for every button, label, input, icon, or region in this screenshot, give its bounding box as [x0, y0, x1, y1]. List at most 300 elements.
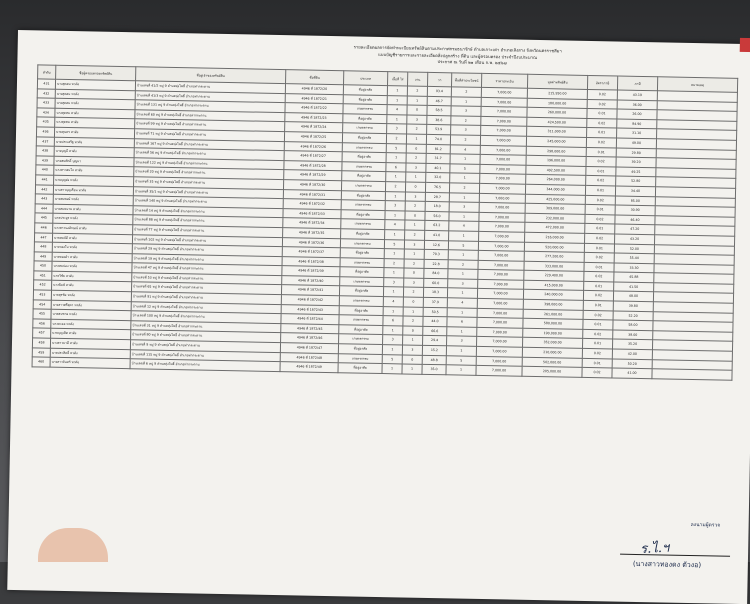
cell-type: ที่อยู่อาศัย	[339, 325, 383, 335]
cell-rai: 2	[386, 134, 406, 144]
cell-land: 4946 ที่ 1872/23	[285, 112, 343, 123]
cell-tax: 48.00	[613, 291, 653, 301]
cell-ngan: 3	[405, 191, 425, 201]
cell-rate: 0.01	[585, 185, 615, 195]
cell-name: นายสมชาย ทวดัง	[51, 309, 131, 320]
cell-wa: 40.1	[426, 163, 450, 173]
cell-name: นายทองคำ ทวดัง	[52, 252, 132, 263]
cell-land: 4946 ที่ 1872/20	[285, 84, 343, 95]
cell-price: 7,000.00	[480, 135, 526, 145]
cell-area: 2	[448, 259, 478, 269]
cell-price: 7,000.00	[479, 231, 525, 241]
cell-price: 7,000.00	[476, 346, 522, 356]
cell-type: เกษตรกรรม	[342, 142, 386, 152]
cell-tax: 43.19	[617, 90, 657, 100]
cell-rai: 3	[387, 124, 407, 134]
cell-rate: 0.01	[587, 109, 617, 119]
cell-wa: 18.0	[425, 201, 449, 211]
cell-rai: 4	[387, 105, 407, 115]
cell-value: 190,000.00	[523, 328, 583, 339]
cell-addr: บ้านเลขที่ 102 หมู่ 9 ตำบลทุ่งโพธิ์ อำเภอท่ากระดาน	[132, 234, 282, 246]
cell-land: 4946 ที่ 1872/28	[284, 160, 342, 171]
cell-land: 4946 ที่ 1872/44	[281, 314, 339, 325]
cell-rate: 0.02	[586, 176, 616, 186]
cell-value: 277,200.00	[524, 251, 584, 262]
cell-value: 502,000.00	[522, 357, 582, 368]
cell-addr: บ้านเลขที่ 140 หมู่ 9 ตำบลทุ่งโพธิ์ อำเภอท่ากระดาน	[133, 196, 283, 208]
cell-wa: 48.8	[422, 355, 446, 365]
cell-land: 4946 ที่ 1872/35	[283, 228, 341, 239]
cell-price: 7,000.00	[476, 356, 522, 366]
signature-line	[620, 554, 730, 557]
cell-name: นางสาวบุญเรือน ทวดัง	[53, 185, 133, 196]
cell-name: นางสุดสม ทวดัง	[55, 108, 135, 119]
cell-name: นางสาวนงลักษณ์ ทวดัง	[53, 223, 133, 234]
cell-no: 441	[36, 175, 54, 185]
cell-rai: 1	[383, 287, 403, 297]
cell-rai: 1	[382, 364, 402, 374]
cell-addr: บ้านเลขที่ 47 หมู่ 9 ตำบลทุ่งโพธิ์ อำเภอท่ากระดาน	[132, 263, 282, 275]
cell-land: 4946 ที่ 1872/49	[280, 362, 338, 373]
cell-price: 7,000.00	[478, 260, 524, 270]
cell-name: นายสุรชัย ทวดัง	[51, 290, 131, 301]
cell-tax: 52.20	[613, 311, 653, 321]
cell-ngan: 3	[402, 345, 422, 355]
cell-type: ที่อยู่อาศัย	[343, 85, 387, 95]
column-header: ชื่อที่ดิน	[286, 70, 344, 85]
cell-value: 298,000.00	[526, 146, 586, 157]
red-tab	[740, 38, 750, 53]
cell-value: 216,000.00	[525, 232, 585, 243]
cell-type: ที่อยู่อาศัย	[340, 267, 384, 277]
cell-price: 7,000.00	[479, 203, 525, 213]
inspector-label: ลงนามผู้ตรวจ	[690, 522, 721, 529]
cell-value: 229,400.00	[524, 271, 584, 282]
cell-tax: 52.80	[616, 176, 656, 186]
cell-type: เกษตรกรรม	[343, 104, 387, 114]
cell-rate: 0.01	[582, 339, 612, 349]
cell-addr: บ้านเลขที่ 29 หมู่ 9 ตำบลทุ่งโพธิ์ อำเภอท่ากระดาน	[132, 244, 282, 256]
cell-rate: 0.02	[587, 118, 617, 128]
cell-rai: 1	[387, 114, 407, 124]
cell-value: 232,000.00	[525, 213, 585, 224]
column-header: ราคาประเมิน	[481, 73, 527, 88]
cell-note	[652, 369, 732, 380]
cell-rate: 0.01	[585, 205, 615, 215]
cell-price: 7,000.00	[477, 337, 523, 347]
cell-price: 7,000.00	[481, 116, 527, 126]
cell-ngan: 1	[407, 96, 427, 106]
cell-value: 492,500.00	[526, 165, 586, 176]
cell-wa: 70.3	[424, 249, 448, 259]
cell-price: 7,000.00	[481, 97, 527, 107]
cell-no: 433	[37, 98, 55, 108]
cell-rai: 5	[384, 239, 404, 249]
cell-type: ที่อยู่อาศัย	[338, 344, 382, 354]
cell-area: 5	[450, 164, 480, 174]
cell-value: 260,000.00	[527, 107, 587, 118]
cell-area: 1	[450, 154, 480, 164]
cell-rate: 0.01	[584, 243, 614, 253]
cell-rate: 0.02	[582, 348, 612, 358]
cell-price: 7,000.00	[479, 212, 525, 222]
cell-rate: 0.01	[587, 128, 617, 138]
cell-land: 4946 ที่ 1872/22	[285, 103, 343, 114]
cell-wa: 22.8	[424, 259, 448, 269]
cell-tax: 45.88	[614, 272, 654, 282]
cell-wa: 46.7	[427, 96, 451, 106]
cell-wa: 41.0	[425, 230, 449, 240]
cell-tax: 26.00	[617, 109, 657, 119]
cell-area: 1	[447, 307, 477, 317]
cell-value: 344,000.00	[525, 184, 585, 195]
cell-type: ที่อยู่อาศัย	[341, 190, 385, 200]
cell-price: 7,000.00	[477, 308, 523, 318]
cell-addr: บ้านเลขที่ 31 หมู่ 9 ตำบลทุ่งโพธิ์ อำเภอท่ากระดาน	[131, 321, 281, 333]
cell-tax: 33.30	[614, 263, 654, 273]
cell-rai: 1	[386, 172, 406, 182]
cell-tax: 49.00	[616, 138, 656, 148]
cell-name: นายบุญส่ง ทวดัง	[54, 175, 134, 186]
cell-addr: บ้านเลขที่ 167 หมู่ 9 ตำบลทุ่งโพธิ์ อำเภอท่ากระดาน	[134, 138, 284, 150]
cell-type: เกษตรกรรม	[340, 277, 384, 287]
cell-ngan: 0	[404, 268, 424, 278]
cell-value: 311,000.00	[527, 127, 587, 138]
document-subtitle: แบบบัญชีรายการและรายละเอียดสิ่งปลูกสร้าง ที่ดิน และผู้ครอบครอง ประจำปีงบประมาณ	[378, 51, 538, 60]
cell-tax: 41.50	[614, 282, 654, 292]
cell-no: 448	[34, 242, 52, 252]
cell-tax: 41.00	[612, 368, 652, 378]
cell-land: 4946 ที่ 1872/36	[282, 237, 340, 248]
cell-rate: 0.01	[585, 224, 615, 234]
cell-rate: 0.01	[586, 147, 616, 157]
cell-ngan: 0	[405, 211, 425, 221]
cell-wa: 81.2	[426, 144, 450, 154]
cell-name: นายสมบัติ ทวดัง	[52, 233, 132, 244]
cell-type: ที่อยู่อาศัย	[340, 248, 384, 258]
cell-value: 520,000.00	[524, 242, 584, 253]
cell-rate: 0.02	[583, 329, 613, 339]
cell-tax: 36.00	[617, 100, 657, 110]
cell-land: 4946 ที่ 1872/41	[281, 285, 339, 296]
cell-rate: 0.02	[585, 233, 615, 243]
cell-rai: 6	[383, 316, 403, 326]
cell-no: 459	[32, 347, 50, 357]
cell-area: 2	[450, 135, 480, 145]
cell-name: นางละออ ทวดัง	[51, 319, 131, 330]
cell-name: นางสุดสม ทวดัง	[55, 79, 135, 90]
cell-rate: 0.01	[583, 320, 613, 330]
cell-rai: 2	[384, 258, 404, 268]
column-header: งาน	[407, 72, 427, 86]
cell-value: 261,000.00	[523, 309, 583, 320]
cell-ngan: 0	[403, 326, 423, 336]
cell-area: 2	[449, 183, 479, 193]
cell-rai: 5	[386, 143, 406, 153]
cell-rai: 1	[385, 210, 405, 220]
column-header: วา	[427, 72, 451, 86]
cell-wa: 63.2	[425, 221, 449, 231]
cell-addr: บ้านเลขที่ 35 หมู่ 9 ตำบลทุ่งโพธิ์ อำเภอท่ากระดาน	[134, 177, 284, 189]
cell-addr: บ้านเลขที่ 122 หมู่ 9 ตำบลทุ่งโพธิ์ อำเภอท่ากระดาน	[134, 158, 284, 170]
cell-land: 4946 ที่ 1872/25	[284, 132, 342, 143]
cell-ngan: 1	[403, 307, 423, 317]
cell-land: 4946 ที่ 1872/31	[283, 189, 341, 200]
cell-rate: 0.02	[585, 195, 615, 205]
cell-value: 196,000.00	[526, 155, 586, 166]
cell-addr: บ้านเลขที่ 91 หมู่ 9 ตำบลทุ่งโพธิ์ อำเภอท่ากระดาน	[131, 292, 281, 304]
column-header: พื้นที่ทำประโยชน์	[451, 73, 481, 88]
cell-name: นางสาวศรีสุดา ทวดัง	[51, 300, 131, 311]
cell-area: 5	[446, 355, 476, 365]
cell-area: 1	[448, 250, 478, 260]
cell-addr: บ้านเลขที่ 20 หมู่ 9 ตำบลทุ่งโพธิ์ อำเภอท่ากระดาน	[134, 167, 284, 179]
cell-land: 4946 ที่ 1872/27	[284, 151, 342, 162]
cell-price: 7,000.00	[478, 241, 524, 251]
cell-price: 7,000.00	[477, 327, 523, 337]
cell-ngan: 0	[405, 182, 425, 192]
cell-value: 424,500.00	[527, 117, 587, 128]
cell-addr: บ้านเลขที่ 88 หมู่ 9 ตำบลทุ่งโพธิ์ อำเภอท่ากระดาน	[133, 215, 283, 227]
cell-rate: 0.02	[582, 368, 612, 378]
cell-price: 7,000.00	[477, 289, 523, 299]
cell-wa: 29.4	[423, 336, 447, 346]
cell-rai: 1	[383, 325, 403, 335]
cell-land: 4946 ที่ 1872/29	[284, 170, 342, 181]
cell-rate: 0.02	[587, 99, 617, 109]
cell-value: 264,000.00	[526, 175, 586, 186]
cell-price: 7,000.00	[479, 222, 525, 232]
cell-price: 7,000.00	[477, 318, 523, 328]
cell-type: ที่อยู่อาศัย	[339, 286, 383, 296]
cell-no: 449	[34, 252, 52, 262]
cell-area: 3	[448, 279, 478, 289]
cell-ngan: 2	[403, 287, 423, 297]
cell-wa: 31.7	[426, 154, 450, 164]
cell-land: 4946 ที่ 1872/39	[282, 266, 340, 277]
cell-name: นายสุนทร ทวดัง	[54, 127, 134, 138]
column-header: อัตราภาษี	[587, 75, 617, 90]
cell-value: 352,000.00	[523, 338, 583, 349]
cell-wa: 53.9	[427, 125, 451, 135]
cell-rate: 0.01	[584, 281, 614, 291]
cell-price: 7,000.00	[481, 126, 527, 136]
cell-rai: 4	[385, 220, 405, 230]
cell-addr: บ้านเลขที่ 99 หมู่ 9 ตำบลทุ่งโพธิ์ อำเภอท่ากระดาน	[135, 119, 285, 131]
cell-price: 7,000.00	[478, 250, 524, 260]
cell-rai: 1	[384, 249, 404, 259]
cell-area: 3	[451, 125, 481, 135]
cell-wa: 44.0	[423, 317, 447, 327]
cell-tax: 30.90	[615, 205, 655, 215]
cell-name: นายประเสริฐ ทวดัง	[54, 137, 134, 148]
cell-name: นางสาวสมใจ ทวดัง	[54, 166, 134, 177]
cell-addr: บ้านเลขที่ 41/3 หมู่ 9 ตำบลทุ่งโพธิ์ อำเภอท่ากระดาน	[135, 90, 285, 102]
cell-ngan: 2	[405, 230, 425, 240]
cell-area: 4	[450, 144, 480, 154]
cell-land: 4946 ที่ 1872/32	[283, 199, 341, 210]
cell-rate: 0.02	[586, 157, 616, 167]
column-header: หมายเหตุ	[657, 77, 737, 93]
document-title: รายละเอียดผลการจัดทำทะเบียนทรัพย์สินตามประกาศกรมธนารักษ์ ตำบลเกาะเต่า อำเภอเสิงสาง จังหวัดนครราชสีมา	[353, 44, 562, 54]
cell-price: 7,000.00	[478, 279, 524, 289]
cell-type: ที่อยู่อาศัย	[341, 229, 385, 239]
cell-rai: 1	[385, 229, 405, 239]
cell-ngan: 1	[406, 172, 426, 182]
column-header: มูลค่าทรัพย์สิน	[527, 74, 587, 89]
cell-value: 309,000.00	[525, 203, 585, 214]
cell-tax: 85.00	[615, 196, 655, 206]
cell-ngan: 1	[403, 335, 423, 345]
cell-tax: 31.10	[617, 128, 657, 138]
cell-tax: 55.44	[614, 253, 654, 263]
cell-tax: 34.40	[615, 186, 655, 196]
cell-ngan: 3	[404, 278, 424, 288]
cell-rate: 0.01	[583, 300, 613, 310]
cell-area: 4	[449, 221, 479, 231]
cell-wa: 38.6	[427, 115, 451, 125]
cell-type: เกษตรกรรม	[341, 200, 385, 210]
column-header: ชื่อผู้ครอบครองทรัพย์สิน	[56, 65, 136, 81]
cell-name: นางทองใบ ทวดัง	[52, 242, 132, 253]
cell-tax: 38.00	[613, 330, 653, 340]
cell-no: 431	[37, 79, 55, 89]
cell-rai: 3	[384, 277, 404, 287]
column-header: ลำดับ	[38, 65, 56, 79]
cell-ngan: 2	[407, 124, 427, 134]
cell-no: 455	[33, 309, 51, 319]
cell-price: 7,000.00	[480, 174, 526, 184]
cell-addr: บ้านเลขที่ 9 หมู่ 9 ตำบลทุ่งโพธิ์ อำเภอท่ากระดาน	[130, 340, 280, 352]
cell-value: 398,000.00	[523, 299, 583, 310]
cell-ngan: 3	[407, 115, 427, 125]
cell-name: นายประสิทธิ์ ทวดัง	[50, 348, 130, 359]
cell-type: เกษตรกรรม	[342, 161, 386, 171]
cell-name: นางบุญมี ทวดัง	[54, 146, 134, 157]
cell-tax: 58.00	[613, 320, 653, 330]
cell-name: นางสาวจันทร์ ทวดัง	[50, 357, 130, 368]
cell-land: 4946 ที่ 1872/21	[285, 93, 343, 104]
cell-rai: 4	[383, 297, 403, 307]
asset-register-table	[32, 64, 739, 380]
cell-tax: 47.20	[615, 224, 655, 234]
signature: ร.ไ.ฯ	[639, 540, 670, 558]
cell-no: 445	[35, 213, 53, 223]
cell-land: 4946 ที่ 1872/46	[281, 333, 339, 344]
cell-wa: 50.5	[423, 307, 447, 317]
cell-value: 415,000.00	[524, 280, 584, 291]
cell-land: 4946 ที่ 1872/43	[281, 304, 339, 315]
cell-land: 4946 ที่ 1872/24	[285, 122, 343, 133]
cell-area: 1	[451, 96, 481, 106]
cell-rate: 0.02	[586, 137, 616, 147]
cell-value: 215,950.00	[527, 88, 587, 99]
cell-land: 4946 ที่ 1872/40	[282, 275, 340, 286]
cell-ngan: 2	[403, 316, 423, 326]
cell-area: 1	[447, 327, 477, 337]
cell-addr: บ้านเลขที่ 60 หมู่ 9 ตำบลทุ่งโพธิ์ อำเภอท่ากระดาน	[135, 110, 285, 122]
cell-area: 1	[449, 212, 479, 222]
cell-type: ที่อยู่อาศัย	[343, 94, 387, 104]
cell-rate: 0.02	[585, 214, 615, 224]
cell-price: 7,000.00	[476, 366, 522, 376]
cell-tax: 52.00	[614, 243, 654, 253]
cell-type: ที่อยู่อาศัย	[342, 171, 386, 181]
cell-ngan: 1	[404, 249, 424, 259]
cell-land: 4946 ที่ 1872/34	[283, 218, 341, 229]
cell-rate: 0.02	[584, 253, 614, 263]
cell-area: 5	[448, 240, 478, 250]
cell-area: 3	[447, 336, 477, 346]
document-sheet	[7, 30, 750, 604]
cell-value: 205,000.00	[522, 366, 582, 377]
cell-name: นายสมพงษ์ ทวดัง	[53, 194, 133, 205]
cell-addr: บ้านเลขที่ 53 หมู่ 9 ตำบลทุ่งโพธิ์ อำเภอท่ากระดาน	[132, 273, 282, 285]
cell-value: 580,000.00	[523, 318, 583, 329]
cell-type: เกษตรกรรม	[339, 296, 383, 306]
cell-land: 4946 ที่ 1872/33	[283, 208, 341, 219]
cell-ngan: 2	[407, 86, 427, 96]
cell-name: นายวิชัย ทวดัง	[52, 271, 132, 282]
cell-type: ที่อยู่อาศัย	[342, 152, 386, 162]
cell-wa: 74.0	[426, 134, 450, 144]
cell-ngan: 0	[402, 355, 422, 365]
column-header: ประเภท	[344, 71, 388, 86]
cell-tax: 46.40	[615, 215, 655, 225]
cell-no: 440	[36, 165, 54, 175]
cell-price: 7,000.00	[480, 164, 526, 174]
cell-area: 6	[447, 317, 477, 327]
cell-wa: 93.4	[427, 86, 451, 96]
cell-wa: 84.0	[424, 269, 448, 279]
cell-area: 1	[449, 231, 479, 241]
cell-tax: 43.20	[615, 234, 655, 244]
cell-addr: บ้านเลขที่ 77 หมู่ 9 ตำบลทุ่งโพธิ์ อำเภอท่ากระดาน	[133, 225, 283, 237]
cell-rai: 1	[386, 153, 406, 163]
cell-rate: 0.01	[584, 262, 614, 272]
cell-value: 180,000.00	[527, 98, 587, 109]
cell-rate: 0.01	[586, 166, 616, 176]
cell-wa: 18.3	[423, 288, 447, 298]
cell-rate: 0.01	[582, 358, 612, 368]
cell-no: 452	[34, 280, 52, 290]
cell-rate: 0.02	[583, 291, 613, 301]
cell-type: เกษตรกรรม	[340, 238, 384, 248]
cell-type: เกษตรกรรม	[339, 315, 383, 325]
cell-rai: 3	[385, 201, 405, 211]
cell-rate: 0.02	[583, 310, 613, 320]
cell-area: 1	[450, 173, 480, 183]
cell-land: 4946 ที่ 1872/26	[284, 141, 342, 152]
cell-no: 456	[33, 319, 51, 329]
cell-area: 4	[447, 298, 477, 308]
cell-area: 2	[451, 87, 481, 97]
cell-type: ที่อยู่อาศัย	[339, 305, 383, 315]
cell-area: 3	[451, 106, 481, 116]
cell-no: 443	[35, 194, 53, 204]
cell-rai: 6	[386, 162, 406, 172]
column-header: เนื้อที่ ไร่	[388, 72, 408, 86]
cell-land: 4946 ที่ 1872/45	[281, 323, 339, 334]
cell-tax: 29.80	[616, 148, 656, 158]
cell-type: เกษตรกรรม	[341, 219, 385, 229]
cell-type: เกษตรกรรม	[338, 353, 382, 363]
cell-value: 472,000.00	[525, 223, 585, 234]
cell-tax: 39.80	[613, 301, 653, 311]
cell-ngan: 2	[405, 201, 425, 211]
cell-price: 7,000.00	[480, 155, 526, 165]
cell-value: 245,000.00	[526, 136, 586, 147]
